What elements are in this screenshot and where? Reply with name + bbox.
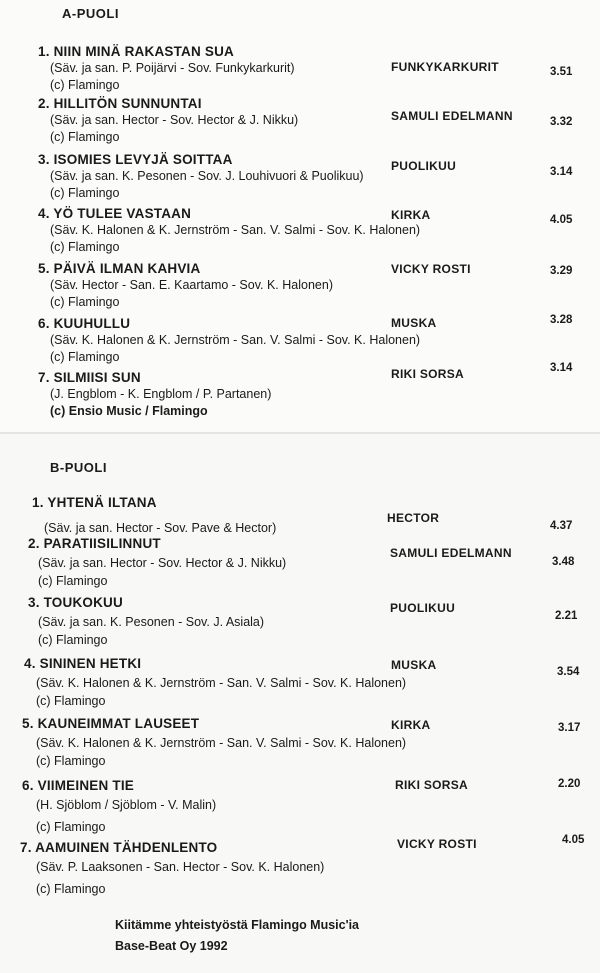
panel-divider [0,432,600,434]
track-title: 5. PÄIVÄ ILMAN KAHVIA [38,261,201,276]
track-credits: (Säv. K. Halonen & K. Jernström - San. V. Salmi - Sov. K. Halonen) [50,223,421,237]
track-label: (c) Ensio Music / Flamingo [50,404,208,418]
track-artist: MUSKA [391,658,437,672]
track-duration: 3.14 [550,362,573,374]
track-credits: (Säv. ja san. K. Pesonen - Sov. J. Louhivuori & Puolikuu) [50,169,364,183]
track-label: (c) Flamingo [36,754,106,768]
track-duration: 4.05 [562,834,585,846]
track-duration: 3.29 [550,265,573,277]
track-label: (c) Flamingo [38,574,108,588]
track-credits: (Säv. ja san. Hector - Sov. Hector & J. Nikku) [38,556,287,570]
track-label: (c) Flamingo [50,186,120,200]
track-duration: 4.37 [550,520,573,532]
track-label: (c) Flamingo [50,78,120,92]
track-duration: 3.51 [550,66,573,78]
track-title: 7. AAMUINEN TÄHDENLENTO [20,840,218,855]
track-title: 5. KAUNEIMMAT LAUSEET [22,716,200,731]
track-credits: (Säv. K. Halonen & K. Jernström - San. V. Salmi - Sov. K. Halonen) [36,736,407,750]
track-label: (c) Flamingo [50,130,120,144]
track-credits: (Säv. Hector - San. E. Kaartamo - Sov. K. Halonen) [50,278,333,292]
track-credits: (Säv. P. Laaksonen - San. Hector - Sov. K. Halonen) [36,860,325,874]
track-title: 7. SILMIISI SUN [38,370,141,385]
track-duration: 3.28 [550,314,573,326]
track-artist: VICKY ROSTI [397,837,477,851]
track-artist: SAMULI EDELMANN [390,546,512,560]
track-credits: (Säv. ja san. P. Poijärvi - Sov. Funkykarkurit) [50,61,295,75]
track-title: 1. YHTENÄ ILTANA [32,495,157,510]
track-credits: (Säv. ja san. Hector - Sov. Hector & J. Nikku) [50,113,299,127]
track-title: 3. TOUKOKUU [28,595,123,610]
track-credits: (Säv. K. Halonen & K. Jernström - San. V. Salmi - Sov. K. Halonen) [36,676,407,690]
copyright-line: Base-Beat Oy 1992 [115,939,228,953]
track-duration: 3.32 [550,116,573,128]
track-title: 1. NIIN MINÄ RAKASTAN SUA [38,44,235,59]
track-artist: KIRKA [391,718,431,732]
track-artist: FUNKYKARKURIT [391,60,499,74]
track-credits: (J. Engblom - K. Engblom / P. Partanen) [50,387,272,401]
track-label: (c) Flamingo [36,882,106,896]
track-artist: HECTOR [387,511,440,525]
thanks-note: Kiitämme yhteistyöstä Flamingo Music'ia [115,918,360,932]
track-credits: (Säv. K. Halonen & K. Jernström - San. V. Salmi - Sov. K. Halonen) [50,333,421,347]
track-title: 6. VIIMEINEN TIE [22,778,134,793]
track-duration: 2.21 [555,610,578,622]
track-label: (c) Flamingo [36,694,106,708]
track-artist: RIKI SORSA [391,367,465,381]
track-duration: 3.48 [552,556,575,568]
track-label: (c) Flamingo [50,350,120,364]
track-credits: (Säv. ja san. Hector - Sov. Pave & Hector) [44,521,277,535]
track-artist: SAMULI EDELMANN [391,109,513,123]
track-label: (c) Flamingo [50,240,120,254]
track-artist: KIRKA [391,208,431,222]
track-artist: MUSKA [391,316,437,330]
side-b-heading: B-PUOLI [50,460,107,475]
track-artist: VICKY ROSTI [391,262,471,276]
track-duration: 2.20 [558,778,581,790]
track-duration: 4.05 [550,214,573,226]
track-label: (c) Flamingo [38,633,108,647]
track-title: 4. SININEN HETKI [24,656,142,671]
track-artist: PUOLIKUU [390,601,456,615]
track-credits: (Säv. ja san. K. Pesonen - Sov. J. Asiala) [38,615,265,629]
track-title: 4. YÖ TULEE VASTAAN [38,206,192,221]
track-title: 2. HILLITÖN SUNNUNTAI [38,96,202,111]
track-title: 2. PARATIISILINNUT [28,536,161,551]
track-duration: 3.54 [557,666,580,678]
side-a-heading: A-PUOLI [62,6,119,21]
track-duration: 3.17 [558,722,581,734]
track-duration: 3.14 [550,166,573,178]
track-credits: (H. Sjöblom / Sjöblom - V. Malin) [36,798,217,812]
track-title: 3. ISOMIES LEVYJÄ SOITTAA [38,152,233,167]
track-artist: PUOLIKUU [391,159,457,173]
track-label: (c) Flamingo [50,295,120,309]
track-label: (c) Flamingo [36,820,106,834]
track-title: 6. KUUHULLU [38,316,131,331]
track-artist: RIKI SORSA [395,778,469,792]
